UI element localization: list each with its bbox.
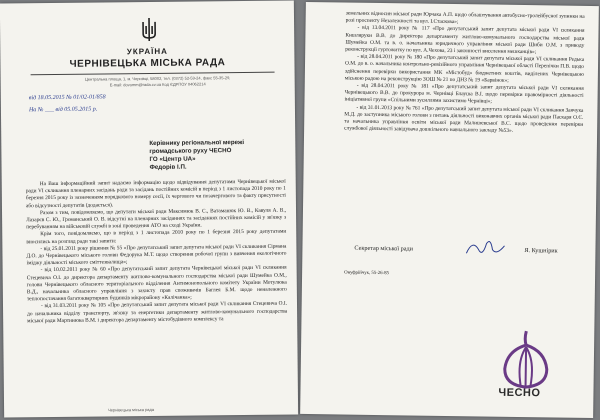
incoming-ref: На № ___ від 05.05.2015 р. (28, 106, 98, 114)
country-heading: УКРАЇНА (126, 46, 168, 57)
letter-paragraph: земельних відносин міської ради Юрчака А.П. щодо облаштування автобусно-тролейбусної зупинки на розі проспекту Незалежності та вул. І.Стаскова»; (345, 10, 585, 26)
council-heading: ЧЕРНІВЕЦЬКА МІСЬКА РАДА (69, 57, 226, 70)
chesno-logo-text: ЧЕСНО (498, 386, 541, 400)
stamp-line: Чернівецька міська рада (108, 406, 155, 413)
letter-paragraph: - від 31.01.2013 року № 761 «Про депутатський запит депутата міської ради VI скликання Заячука М.Д. до заступника міського голови з питань діяльності виконавчих органів міської ради Паскаря О.Є. та начальника управління освіти міської ради Малишевської В.С. щодо проведення перевірки службової діяльності завідувача дошкільного навчального закладу №53». (344, 104, 584, 135)
outgoing-date-ref: від 18.05.2015 № 01/02-01/858 (28, 94, 106, 102)
executor-contact: Онуфрійчук, 55-26-85 (344, 270, 389, 277)
council-address: Центральна площа, 1, м. Чернівці, 58002, тел. (0372) 52-59-24, факс 55-35-29, (84, 75, 231, 82)
letter-paragraph: Крім того, повідомляємо, що в період з 1 листопада 2010 року по 1 березня 2015 року депутатами вносились на розгляд ради такі запити: (26, 228, 287, 245)
recipient-line: громадського руху ЧЕСНО (149, 147, 232, 155)
recipient-line: Федорів І.П. (149, 163, 187, 171)
signatory-title: Секретар міської ради (354, 244, 414, 253)
signatory-name: Я. Кушнірик (524, 247, 558, 255)
recipient-line: ГО «Центр UA» (149, 155, 196, 163)
ukraine-trident-icon (140, 16, 158, 42)
handwritten-signature (462, 235, 508, 260)
chesno-garlic-logo-icon (490, 325, 561, 414)
letter-paragraph: - від 31.03.2011 року № 105 «Про депутатський запит депутата міської ради VI скликання Стецевича О.І. до начальника відділу транспорту, зв'язку та енергетики департаменту житлово-комунального господарства міської ради Мартинюка В.М. і директора департаменту містобудівного комплексу та (27, 301, 288, 325)
letter-page-1 (0, 0, 298, 417)
letter-paragraph: - від 28.04.2011 року № 181 «Про депутатський запит депутата міської ради VI скликання Чернівецького В.В. до прокурора м. Чернівці Блауша В.І. щодо перевірки правомірності діяльності ініціативної групи «Спільними зусиллями захистимо Чернівці»; (344, 82, 584, 106)
registration-stamp (108, 407, 154, 412)
letter-paragraph: На Ваш інформаційний запит надаємо інформацію щодо відвідування депутатами Чернівецької міської ради VI скликання пленарних засідань ради та засідань постійних комісій в період з 1 листопада 2010 року по 1 березня 2015 року із зазначенням порядкового номеру сесії, їх чергового чи позачергового та факту присутності або відсутності депутатів (додається). (25, 178, 286, 209)
letter-body-continued (344, 11, 585, 137)
recipient-block (149, 139, 289, 172)
letter-page-2 (300, 2, 599, 418)
council-contacts: E-mail: dovomm@rada.cv.ua Код ЄДРПОУ 04062214 (109, 81, 206, 88)
letter-paragraph: - від 28.04.2011 року № 180 «Про депутатський запит депутата міської ради VI скликання Редька О.М. до в. о. начальника контрольно-ревізійного управління Чернівецької області Перепічки П.В. щодо здійснення перевірки використання МК «Містобуд» бюджетних коштів, виділених Чернівецькою міською радою на реконструкцію ЗОШ № 21 по ДНЗ № 19 «Барвінок»; (344, 53, 585, 84)
letter-paragraph: Разом з тим, повідомляємо, що депутати міської ради Максимюк В. С., Ватаманюк Ю. В., Кавуля А. В., Лазарєв С. Ю., Громанський О. В. відсутні на пленарних засіданнях та засіданнях постійних комісій у зв'язку з перебуванням на військовій службі в зоні проведення АТО на сході України. (26, 207, 287, 231)
letter-paragraph: - від 10.02.2011 року № 60 «Про депутатський запит депутата Чернівецької міської ради VI скликання Стецевича О.І. до директора департаменту житлово-комунального господарства міської ради Шумейка О.М., голови Чернівецького обласного територіального відділення Антимонопольного комітету України Мотулюка В.Д., начальника обласного управління з захисту прав споживачів Баглея Б.М. щодо неналежного теплопостачання багатоквартирних будинків мікрорайону «Калічанка»; (26, 264, 287, 303)
recipient-line: Керівнику регіональної мережі (149, 139, 245, 147)
letter-paragraph: - від 25.01.2011 року рішення № 55 «Про депутатський запит депутата міської ради VI скликання Сірмана Д.О. до Чернівецького міського голови Федорука М.Т. щодо створення робочої групи з вивчення екологічного іміджу діяльності міського сміттезвалища»; (26, 243, 287, 267)
letter-body (26, 179, 287, 326)
letter-paragraph: - від 13.04.2011 року № 117 «Про депутатський запит депутата міської ради VI скликання Кишляруки В.В. до директора департаменту житлово-комунального господарства міської ради Шумейка О.М. та в. о. начальника юридичного управління міської ради Шиби О.М. з приводу реконструкції гуртожитку по вул. А.Чехова, 23 і законності виселення мешканців»; (345, 25, 585, 56)
